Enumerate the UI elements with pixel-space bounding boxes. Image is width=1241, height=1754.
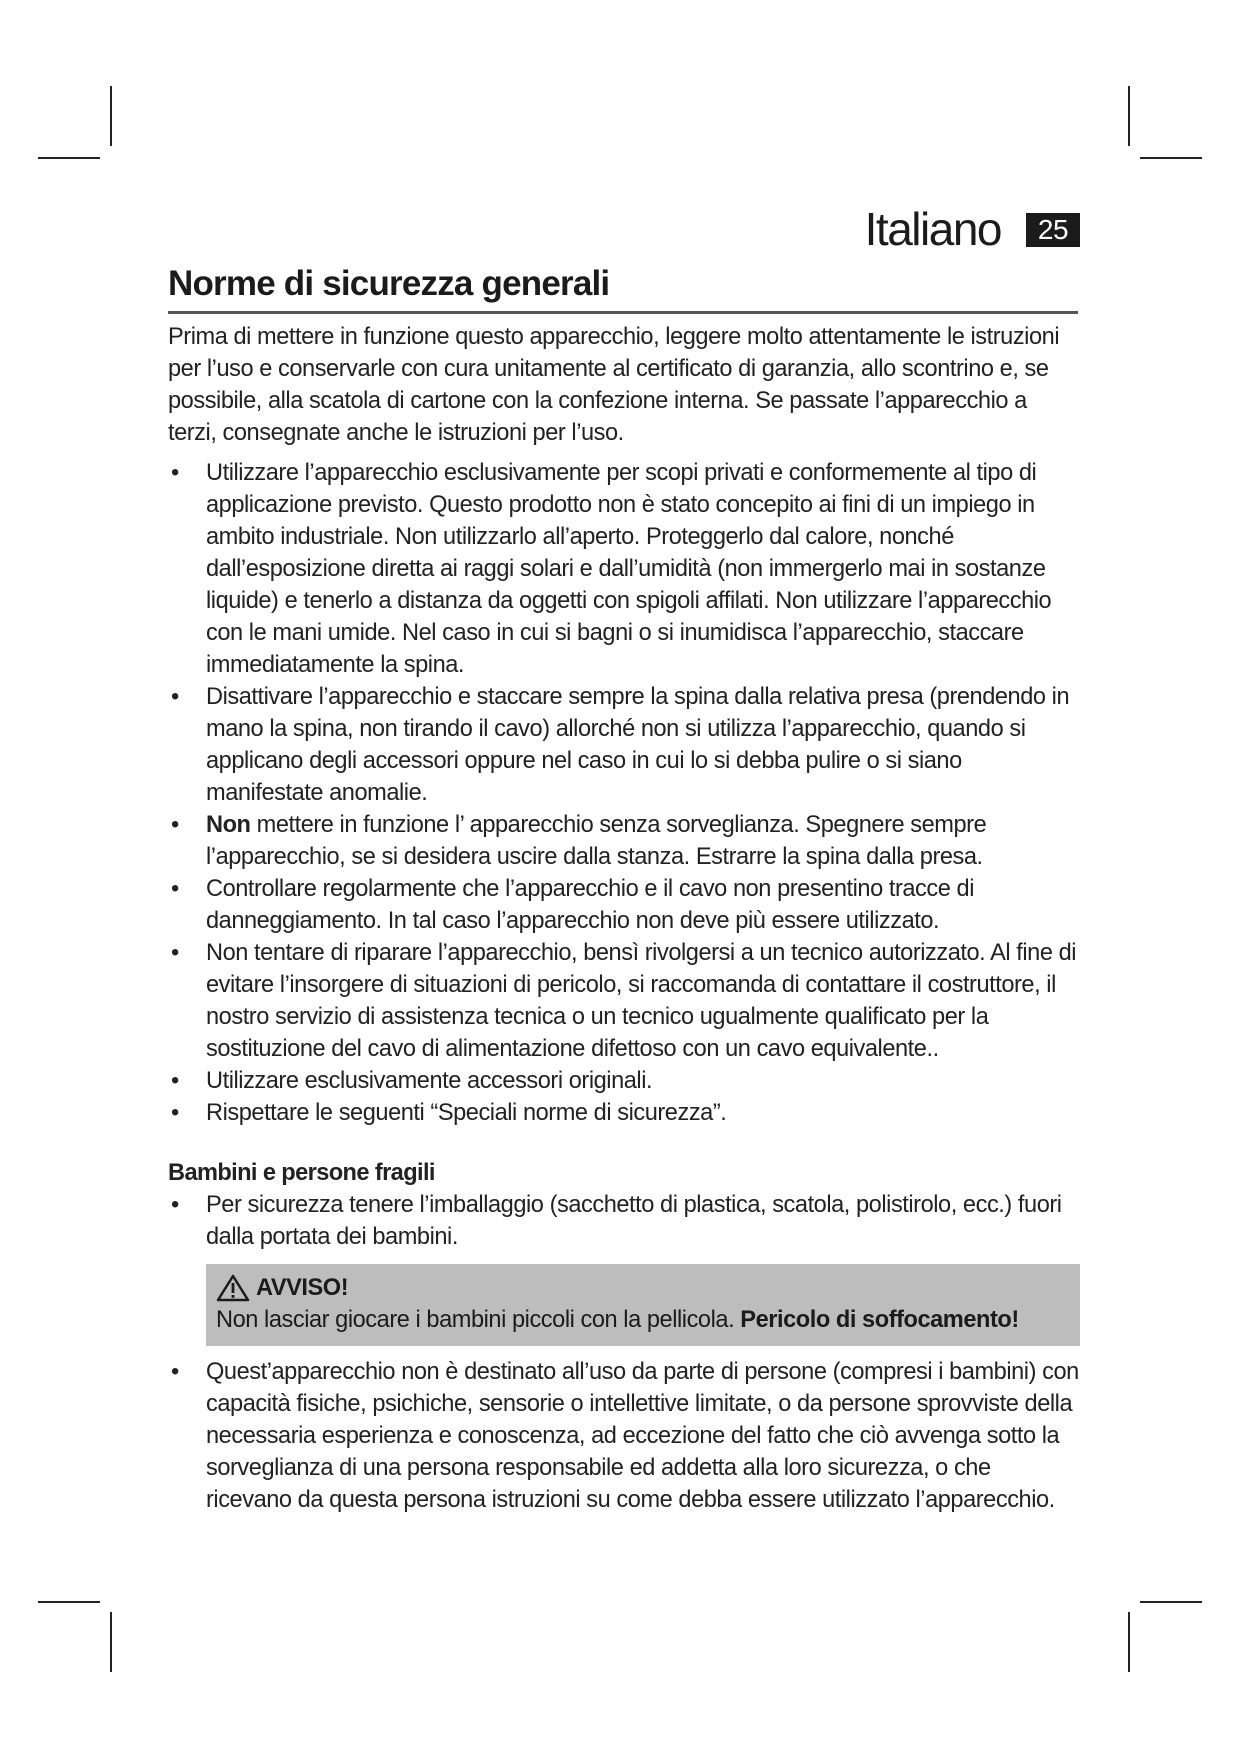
list-item-text: Quest’apparecchio non è destinato all’uso da parte di persone (compresi i bambini) con capacità fisiche, psichiche, sensorie o intellettive limitate, o da persone sprovviste della necessaria esperienza e conoscenza, ad eccezione del fatto che ciò avvenga sotto la sorveglianza di una persona responsabile ed addetta alla loro sicurezza, o che ricevano da questa persona istruzioni su come debba essere utilizzato l’apparecchio. bbox=[206, 1359, 1079, 1513]
bullet-icon: • bbox=[171, 460, 179, 486]
bullet-icon: • bbox=[171, 1192, 179, 1218]
list-item bbox=[168, 809, 1080, 873]
list-item bbox=[168, 937, 1080, 1065]
list-item bbox=[168, 1097, 1080, 1129]
list-item-text: Utilizzare l’apparecchio esclusivamente per scopi privati e conformemente al tipo di applicazione previsto. Questo prodotto non è stato concepito ai fini di un impiego in ambito industriale. Non utilizzarlo all’aperto. Proteggerlo dal calore, nonché dall’esposizione diretta ai raggi solari e dall’umidità (non immergerlo mai in sostanze liquide) e tenerlo a distanza da oggetti con spigoli affilati. Non utilizzare l’apparecchio con le mani umide. Nel caso in cui si bagni o si inumidisca l’apparecchio, staccare immediatamente la spina. bbox=[206, 460, 1052, 678]
warning-message bbox=[216, 1304, 1070, 1336]
list-item-text: Disattivare l’apparecchio e staccare sempre la spina dalla relativa presa (prendendo in mano la spina, non tirando il cavo) allorché non si utilizza l’apparecchio, quando si applicano degli accessori oppure nel caso in cui lo si debba pulire o si siano manifestate anomalie. bbox=[206, 684, 1070, 806]
list-item-text: Utilizzare esclusivamente accessori originali. bbox=[206, 1068, 653, 1094]
bullet-icon: • bbox=[171, 1068, 179, 1094]
list-item-text: Per sicurezza tenere l’imballaggio (sacchetto di plastica, scatola, polistirolo, ecc.) fuori dalla portata dei bambini. bbox=[206, 1192, 1062, 1250]
list-item-text: Rispettare le seguenti “Speciali norme di sicurezza”. bbox=[206, 1100, 727, 1126]
warning-box bbox=[206, 1264, 1080, 1346]
crop-mark bbox=[1128, 1612, 1130, 1672]
crop-mark bbox=[38, 1601, 100, 1603]
list-item-emphasis: Non bbox=[206, 812, 251, 838]
section-heading: Bambini e persone fragili bbox=[168, 1160, 435, 1186]
crop-mark bbox=[110, 1612, 112, 1672]
list-item-text: Non tentare di riparare l’apparecchio, bensì rivolgersi a un tecnico autorizzato. Al fine di evitare l’insorgere di situazioni di pericolo, si raccomanda di contattare il costruttore, il nostro servizio di assistenza tecnica o un tecnico ugualmente qualificato per la sostituzione del cavo di alimentazione difettoso con un cavo equivalente.. bbox=[206, 940, 1077, 1062]
document-body bbox=[168, 321, 1080, 1516]
list-item bbox=[168, 457, 1080, 681]
children-safety-list-continued bbox=[168, 1356, 1080, 1516]
warning-triangle-icon bbox=[216, 1274, 250, 1302]
crop-mark bbox=[1140, 1601, 1202, 1603]
children-safety-list bbox=[168, 1189, 1080, 1253]
language-label: Italiano bbox=[864, 203, 1001, 255]
bullet-icon: • bbox=[171, 684, 179, 710]
page-title: Norme di sicurezza generali bbox=[168, 264, 610, 303]
crop-mark bbox=[1140, 157, 1202, 159]
intro-paragraph: Prima di mettere in funzione questo apparecchio, leggere molto attentamente le istruzioni per l’uso e conservarle con cura unitamente al certificato di garanzia, allo scontrino e, se possibile, alla scatola di cartone con la confezione interna. Se passate l’apparecchio a terzi, consegnate anche le istruzioni per l’uso. bbox=[168, 324, 1060, 446]
crop-mark bbox=[38, 157, 100, 159]
list-item-text: mettere in funzione l’ apparecchio senza sorveglianza. Spegnere sempre l’apparecchio, se si desidera uscire dalla stanza. Estrarre la spina dalla presa. bbox=[206, 812, 987, 870]
page-number: 25 bbox=[1026, 213, 1080, 247]
bullet-icon: • bbox=[171, 940, 179, 966]
general-safety-list bbox=[168, 457, 1080, 1129]
list-item bbox=[168, 681, 1080, 809]
title-divider bbox=[168, 311, 1078, 314]
list-item bbox=[168, 1065, 1080, 1097]
warning-emphasis: Pericolo di soffocamento! bbox=[740, 1307, 1019, 1333]
bullet-icon: • bbox=[171, 876, 179, 902]
bullet-icon: • bbox=[171, 1100, 179, 1126]
list-item bbox=[168, 1356, 1080, 1516]
list-item bbox=[168, 873, 1080, 937]
warning-title bbox=[216, 1272, 1070, 1304]
bullet-icon: • bbox=[171, 812, 179, 838]
warning-title-text: AVVISO! bbox=[256, 1275, 349, 1301]
crop-mark bbox=[1128, 86, 1130, 146]
list-item-text: Controllare regolarmente che l’apparecchio e il cavo non presentino tracce di danneggiamento. In tal caso l’apparecchio non deve più essere utilizzato. bbox=[206, 876, 974, 934]
crop-mark bbox=[110, 86, 112, 146]
list-item bbox=[168, 1189, 1080, 1253]
warning-text: Non lasciar giocare i bambini piccoli con la pellicola. bbox=[216, 1307, 741, 1333]
bullet-icon: • bbox=[171, 1359, 179, 1385]
